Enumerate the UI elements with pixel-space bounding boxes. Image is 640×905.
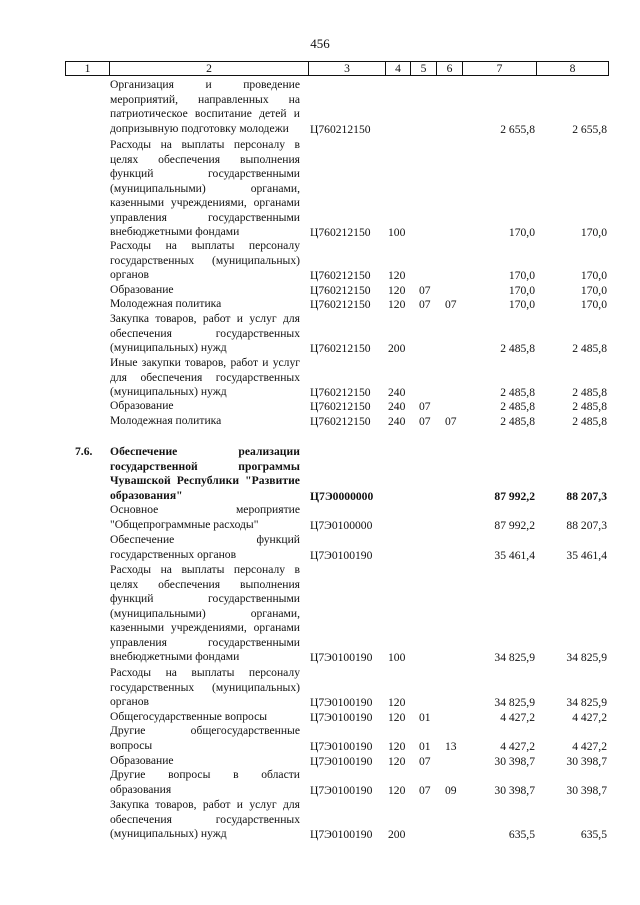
page-number: 456	[310, 36, 330, 51]
amount-year-1: 2 485,8	[500, 399, 535, 413]
expense-type-code: 240	[388, 414, 406, 428]
target-article-code: Ц7Э0100190	[310, 783, 373, 797]
table-row	[0, 399, 640, 414]
row-values	[0, 123, 640, 138]
table-row	[0, 563, 640, 665]
row-name: Молодежная политика	[110, 297, 222, 310]
table-row	[0, 445, 640, 504]
amount-year-2: 88 207,3	[566, 518, 607, 532]
table-row	[0, 754, 640, 769]
row-name: Обеспечение реализации государственной программы Чувашской Республики "Развитие образования"	[110, 445, 300, 502]
table-row	[0, 533, 640, 563]
row-values	[0, 519, 640, 534]
amount-year-2: 30 398,7	[566, 754, 607, 768]
table-row	[0, 312, 640, 356]
column-header-1: 1	[66, 62, 110, 76]
amount-year-1: 34 825,9	[494, 650, 535, 664]
expense-type-code: 120	[388, 739, 406, 753]
target-article-code: Ц760212150	[310, 341, 371, 355]
section-code: 07	[419, 754, 431, 768]
target-article-code: Ц760212150	[310, 414, 371, 428]
column-header-8: 8	[537, 62, 609, 76]
column-header-3: 3	[309, 62, 386, 76]
amount-year-2: 4 427,2	[572, 710, 607, 724]
row-name: Расходы на выплаты персоналу в целях обеспечения выполнения функций государственными (муниципальными) органами, казенными учреждениями, органами управления государственными внебюджетными фондами	[110, 563, 300, 663]
target-article-code: Ц7Э0000000	[310, 489, 374, 503]
expense-type-code: 120	[388, 710, 406, 724]
table-row	[0, 503, 640, 533]
amount-year-2: 2 655,8	[572, 122, 607, 136]
amount-year-1: 34 825,9	[494, 695, 535, 709]
section-code: 07	[419, 297, 431, 311]
row-name: Организация и проведение мероприятий, направленных на патриотическое воспитание детей и допризывную подготовку молодежи	[110, 78, 300, 135]
table-row	[0, 297, 640, 312]
target-article-code: Ц760212150	[310, 268, 371, 282]
row-name: Образование	[110, 283, 174, 296]
target-article-code: Ц7Э0100190	[310, 754, 373, 768]
amount-year-2: 635,5	[580, 827, 607, 841]
row-values	[0, 755, 640, 770]
section-code: 01	[419, 739, 431, 753]
amount-year-2: 35 461,4	[566, 548, 607, 562]
table-row	[0, 414, 640, 429]
amount-year-2: 170,0	[580, 283, 607, 297]
amount-year-2: 34 825,9	[566, 650, 607, 664]
amount-year-1: 4 427,2	[500, 739, 535, 753]
target-article-code: Ц760212150	[310, 283, 371, 297]
amount-year-2: 34 825,9	[566, 695, 607, 709]
row-name: Другие вопросы в области образования	[110, 768, 300, 796]
row-values	[0, 269, 640, 284]
amount-year-2: 170,0	[580, 297, 607, 311]
expense-type-code: 100	[388, 650, 406, 664]
section-code: 07	[419, 783, 431, 797]
amount-year-1: 170,0	[508, 225, 535, 239]
amount-year-2: 2 485,8	[572, 399, 607, 413]
target-article-code: Ц760212150	[310, 225, 371, 239]
target-article-code: Ц7Э0100190	[310, 695, 373, 709]
row-number: 7.6.	[75, 445, 93, 458]
table-row	[0, 768, 640, 798]
expense-type-code: 240	[388, 385, 406, 399]
expense-type-code: 200	[388, 341, 406, 355]
row-name: Обеспечение функций государственных органов	[110, 533, 300, 561]
row-name: Общегосударственные вопросы	[110, 710, 268, 723]
amount-year-1: 2 485,8	[500, 341, 535, 355]
subsection-code: 13	[445, 739, 457, 753]
amount-year-1: 35 461,4	[494, 548, 535, 562]
row-values	[0, 386, 640, 401]
table-row	[0, 138, 640, 240]
row-name: Другие общегосударственные вопросы	[110, 724, 300, 752]
expense-type-code: 120	[388, 283, 406, 297]
expense-type-code: 120	[388, 268, 406, 282]
row-values	[0, 415, 640, 430]
row-values	[0, 400, 640, 415]
amount-year-1: 170,0	[508, 297, 535, 311]
row-values	[0, 490, 640, 505]
table-row	[0, 710, 640, 725]
row-values	[0, 711, 640, 726]
row-values	[0, 298, 640, 313]
row-name: Молодежная политика	[110, 414, 222, 427]
row-values	[0, 696, 640, 711]
amount-year-1: 170,0	[508, 283, 535, 297]
row-values	[0, 740, 640, 755]
amount-year-1: 87 992,2	[494, 489, 535, 503]
section-code: 01	[419, 710, 431, 724]
amount-year-2: 170,0	[580, 225, 607, 239]
amount-year-2: 2 485,8	[572, 341, 607, 355]
column-header-5: 5	[411, 62, 437, 76]
row-values	[0, 651, 640, 666]
column-header-6: 6	[437, 62, 463, 76]
table-row	[0, 239, 640, 283]
amount-year-2: 2 485,8	[572, 385, 607, 399]
expense-type-code: 120	[388, 783, 406, 797]
subsection-code: 07	[445, 297, 457, 311]
section-code: 07	[419, 283, 431, 297]
target-article-code: Ц7Э0100190	[310, 650, 373, 664]
expense-type-code: 120	[388, 754, 406, 768]
amount-year-1: 4 427,2	[500, 710, 535, 724]
row-name: Расходы на выплаты персоналу государственных (муниципальных) органов	[110, 239, 300, 281]
row-values	[0, 828, 640, 843]
amount-year-2: 30 398,7	[566, 783, 607, 797]
column-header-2: 2	[110, 62, 309, 76]
row-name: Образование	[110, 399, 174, 412]
expense-type-code: 120	[388, 297, 406, 311]
column-header-4: 4	[386, 62, 411, 76]
amount-year-1: 2 485,8	[500, 385, 535, 399]
amount-year-1: 2 485,8	[500, 414, 535, 428]
expense-type-code: 200	[388, 827, 406, 841]
table-row	[0, 283, 640, 298]
row-values	[0, 342, 640, 357]
amount-year-2: 2 485,8	[572, 414, 607, 428]
amount-year-2: 4 427,2	[572, 739, 607, 753]
row-values	[0, 784, 640, 799]
target-article-code: Ц7Э0100190	[310, 739, 373, 753]
row-name: Закупка товаров, работ и услуг для обеспечения государственных (муниципальных) нужд	[110, 798, 300, 840]
table-row	[0, 798, 640, 842]
row-values	[0, 549, 640, 564]
amount-year-2: 170,0	[580, 268, 607, 282]
row-values	[0, 284, 640, 299]
amount-year-2: 88 207,3	[566, 489, 607, 503]
target-article-code: Ц760212150	[310, 297, 371, 311]
amount-year-1: 170,0	[508, 268, 535, 282]
target-article-code: Ц7Э0100190	[310, 827, 373, 841]
expense-type-code: 120	[388, 695, 406, 709]
expense-type-code: 100	[388, 225, 406, 239]
amount-year-1: 635,5	[508, 827, 535, 841]
row-values	[0, 226, 640, 241]
table-row	[0, 78, 640, 137]
column-header-table	[65, 61, 609, 76]
target-article-code: Ц7Э0100000	[310, 518, 373, 532]
target-article-code: Ц7Э0100190	[310, 710, 373, 724]
amount-year-1: 30 398,7	[494, 754, 535, 768]
row-name: Закупка товаров, работ и услуг для обеспечения государственных (муниципальных) нужд	[110, 312, 300, 354]
row-name: Иные закупки товаров, работ и услуг для обеспечения государственных (муниципальных) нужд	[110, 356, 300, 398]
amount-year-1: 30 398,7	[494, 783, 535, 797]
target-article-code: Ц760212150	[310, 385, 371, 399]
table-row	[0, 666, 640, 710]
column-header-7: 7	[463, 62, 537, 76]
row-name: Расходы на выплаты персоналу в целях обеспечения выполнения функций государственными (муниципальными) органами, казенными учреждениями, органами управления государственными внебюджетными фондами	[110, 138, 300, 238]
subsection-code: 07	[445, 414, 457, 428]
row-name: Основное мероприятие "Общепрограммные расходы"	[110, 503, 300, 531]
table-row	[0, 724, 640, 754]
table-row	[0, 356, 640, 400]
row-name: Образование	[110, 754, 174, 767]
subsection-code: 09	[445, 783, 457, 797]
row-name: Расходы на выплаты персоналу государственных (муниципальных) органов	[110, 666, 300, 708]
amount-year-1: 87 992,2	[494, 518, 535, 532]
target-article-code: Ц760212150	[310, 122, 371, 136]
target-article-code: Ц7Э0100190	[310, 548, 373, 562]
section-code: 07	[419, 414, 431, 428]
section-code: 07	[419, 399, 431, 413]
amount-year-1: 2 655,8	[500, 122, 535, 136]
expense-type-code: 240	[388, 399, 406, 413]
target-article-code: Ц760212150	[310, 399, 371, 413]
